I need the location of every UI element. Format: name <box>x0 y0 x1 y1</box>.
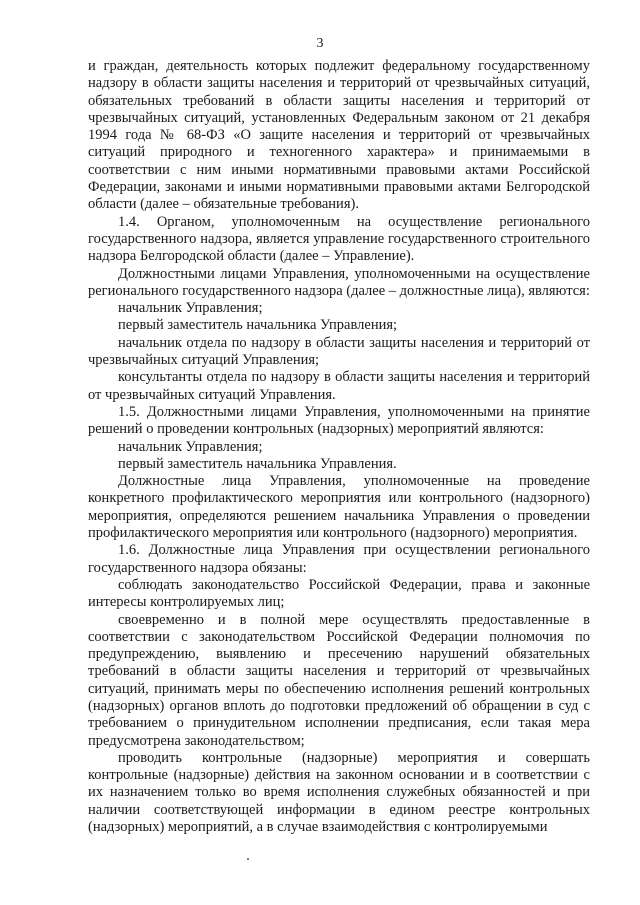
list-item: начальник отдела по надзору в области защиты населения и территорий от чрезвычайных ситуаций Управления; <box>88 334 590 369</box>
list-item: консультанты отдела по надзору в области защиты населения и территорий от чрезвычайных ситуаций Управления. <box>88 369 590 403</box>
list-item: начальник Управления; <box>118 300 263 317</box>
paragraph: 1.6. Должностные лица Управления при осуществлении регионального государственного надзора обязаны: <box>88 542 590 576</box>
paragraph: 1.5. Должностными лицами Управления, уполномоченными на принятие решений о проведении контрольных (надзорных) мероприятий являются: <box>88 403 590 438</box>
document-body <box>88 58 590 836</box>
list-item: первый заместитель начальника Управления. <box>118 455 397 472</box>
paragraph: 1.4. Органом, уполномоченным на осуществление регионального государственного надзора, является управление государственного строительного надзора Белгородской области (далее – Управление). <box>88 213 590 265</box>
list-item: проводить контрольные (надзорные) мероприятия и совершать контрольные (надзорные) действия на законном основании и в соответствии с их назначением только во время исполнения служебных обязанностей и при наличии соответствующей информации в едином реестре контрольных (надзорных) мероприятий, а в случае взаимодействия с контролируемыми <box>88 749 590 836</box>
scan-speck <box>247 858 249 860</box>
paragraph: Должностными лицами Управления, уполномоченными на осуществление регионального государственного надзора (далее – должностные лица), являются: <box>88 265 590 299</box>
list-item: начальник Управления; <box>118 438 263 455</box>
list-item: соблюдать законодательство Российской Федерации, права и законные интересы контролируемых лиц; <box>88 576 590 611</box>
list-item: своевременно и в полной мере осуществлять предоставленные в соответствии с законодательством Российской Федерации полномочия по предупреждению, выявлению и пресечению нарушений обязательных требований в области защиты населения и территорий от чрезвычайных ситуаций, принимать меры по обеспечению исполнения решений контрольных (надзорных) органов вплоть до подготовки предложений об обращении в суд с требованием о принудительном исполнении предписания, если такая мера предусмотрена законодательством; <box>88 611 590 749</box>
paragraph: Должностные лица Управления, уполномоченные на проведение конкретного профилактического мероприятия или контрольного (надзорного) мероприятия, определяются решением начальника Управления о проведении профилактического мероприятия или контрольного (надзорного) мероприятия. <box>88 473 590 542</box>
page-number: 3 <box>316 36 324 51</box>
paragraph: и граждан, деятельность которых подлежит федеральному государственному надзору в области защиты населения и территорий от чрезвычайных ситуаций, обязательных требований в области защиты населения и территорий от чрезвычайных ситуаций, установленных Федеральным законом от 21 декабря 1994 года № 68-ФЗ «О защите населения и территорий от чрезвычайных ситуаций природного и техногенного характера» и принимаемыми в соответствии с ним иными нормативными правовыми актами Российской Федерации, законами и иными нормативными правовыми актами Белгородской области (далее – обязательные требования). <box>88 58 590 213</box>
list-item: первый заместитель начальника Управления; <box>118 317 398 334</box>
